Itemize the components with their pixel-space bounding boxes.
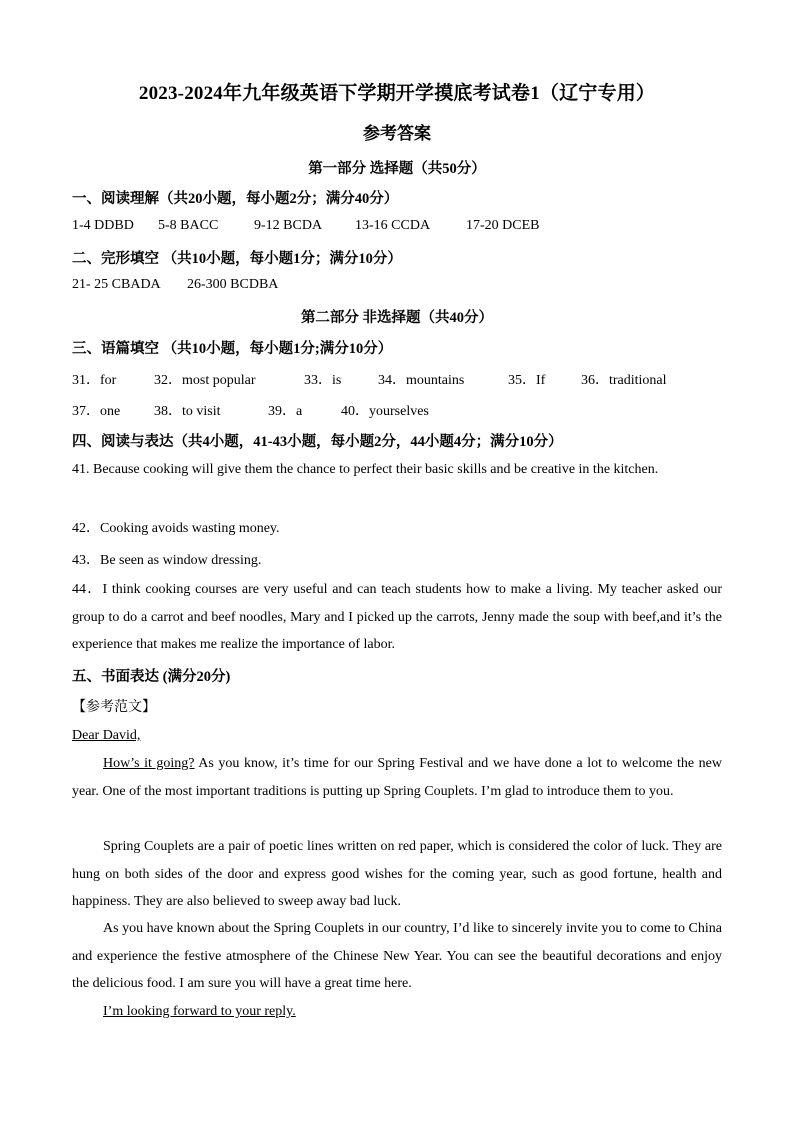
section-three-answers-row-2: [72, 400, 429, 420]
answer-group: 26-300 BCDBA: [187, 277, 279, 292]
answer-42: 42．Cooking avoids wasting money.: [72, 521, 280, 536]
page-subtitle: 参考答案: [363, 124, 431, 143]
section-two-answers: [72, 277, 278, 293]
answer-item: 37．one: [72, 404, 121, 419]
answer-41: 41. Because cooking will give them the chance to perfect their basic skills and be creative in the kitchen.: [72, 462, 659, 477]
answer-group: 13-16 CCDA: [355, 218, 431, 233]
letter-closing: [72, 998, 722, 1026]
part-one-heading: 第一部分 选择题（共50分）: [308, 161, 486, 177]
section-four-heading: 四、阅读与表达（共4小题，41-43小题，每小题2分，44小题4分；满分10分）: [72, 434, 563, 450]
answer-43: 43．Be seen as window dressing.: [72, 553, 262, 568]
sample-essay-label: 【参考范文】: [72, 700, 156, 715]
answer-item: 36．traditional: [581, 373, 667, 388]
page-title: 2023-2024年九年级英语下学期开学摸底考试卷1（辽宁专用）: [138, 83, 656, 104]
answer-item: 35．If: [508, 373, 546, 388]
letter-greeting: Dear David,: [72, 728, 141, 743]
answer-item: 40．yourselves: [341, 404, 429, 419]
part-two-heading: 第二部分 非选择题（共40分）: [300, 310, 494, 326]
answer-group: 5-8 BACC: [158, 218, 219, 233]
answer-group: 21- 25 CBADA: [72, 277, 161, 292]
letter-paragraph-1: [72, 750, 722, 805]
answer-group: 17-20 DCEB: [466, 218, 540, 233]
answer-item: 31．for: [72, 373, 117, 388]
section-three-answers-row-1: [72, 369, 667, 389]
section-five-heading: 五、书面表达 (满分20分): [72, 669, 231, 685]
section-two-heading: 二、完形填空 （共10小题，每小题1分；满分10分）: [72, 251, 402, 267]
answer-item: 32．most popular: [154, 373, 256, 388]
letter-paragraph-2: Spring Couplets are a pair of poetic lines written on red paper, which is considered the color of luck. They are hung on both sides of the door and express good wishes for the coming year, such as good fortune, health and happiness. They are also believed to sweep away bad luck.: [72, 839, 722, 909]
section-three-heading: 三、语篇填空 （共10小题，每小题1分;满分10分）: [72, 341, 393, 357]
answer-group: 9-12 BCDA: [254, 218, 323, 233]
answer-item: 39．a: [268, 404, 303, 419]
section-one-answers: [72, 218, 540, 234]
opening-question: How’s it going?: [103, 756, 195, 771]
answer-item: 34．mountains: [378, 373, 465, 388]
answer-item: 38．to visit: [154, 404, 221, 419]
answer-item: 33．is: [304, 373, 342, 388]
paragraph-text: As you know, it’s time for our Spring Festival and we have done a lot to welcome the new year. One of the most important traditions is putting up Spring Couplets. I’m glad to introduce them to you.: [72, 756, 722, 799]
closing-line: I’m looking forward to your reply.: [103, 1004, 296, 1019]
answer-group: 1-4 DDBD: [72, 218, 134, 233]
section-one-heading: 一、阅读理解（共20小题，每小题2分；满分40分）: [72, 191, 399, 207]
letter-paragraph-3: As you have known about the Spring Couplets in our country, I’d like to sincerely invite you to come to China and experience the festive atmosphere of the Chinese New Year. You can see the beautiful decorations and enjoy the delicious food. I am sure you will have a great time here.: [72, 921, 722, 991]
answer-44: 44．I think cooking courses are very useful and can teach students how to make a living. My teacher asked our group to do a carrot and beef noodles, Mary and I picked up the carrots, Jenny made the soup with beef,and it’s the experience that makes me realize the importance of labor.: [72, 582, 722, 652]
